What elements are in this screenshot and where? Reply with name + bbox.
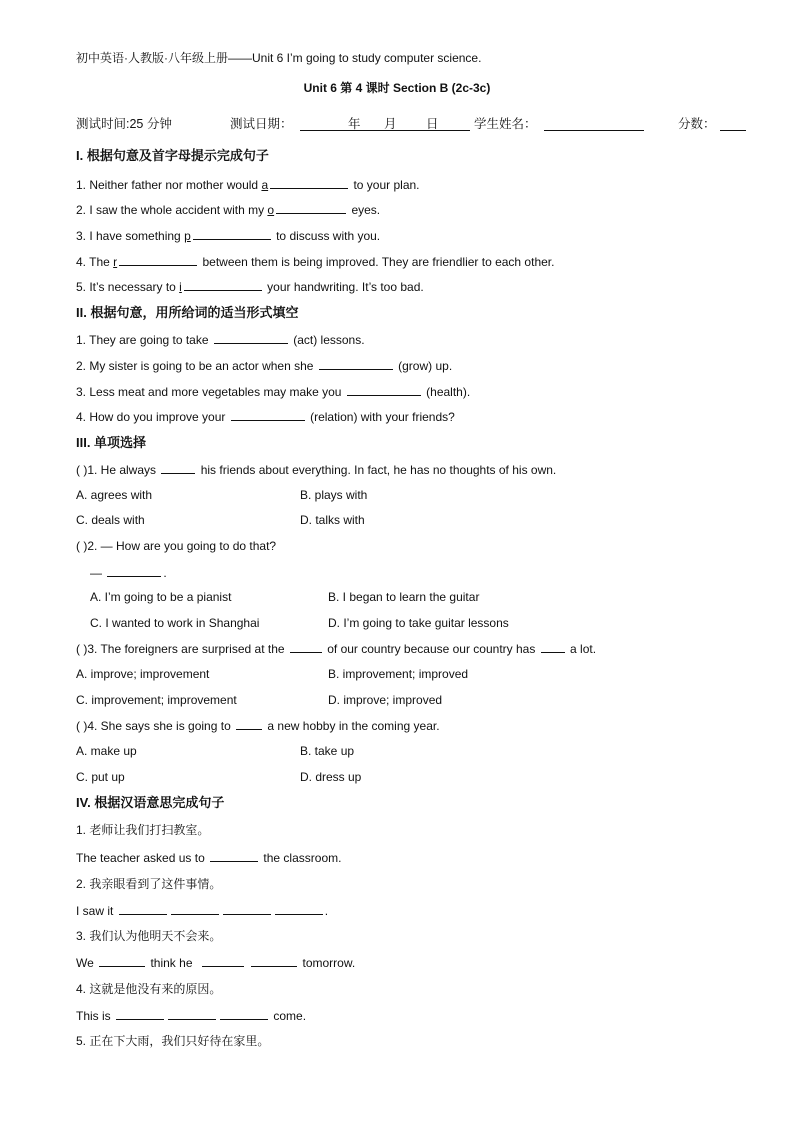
q1-blank[interactable]: [161, 461, 195, 474]
course-line: 初中英语·人教版·八年级上册——Unit 6 I’m going to study computer science.: [76, 51, 482, 65]
q2-option-a[interactable]: A. I’m going to be a pianist: [90, 590, 232, 604]
s1-item-5: 5. It’s necessary to i your handwriting. It’s too bad.: [76, 280, 424, 294]
q3-options-cd: [76, 692, 443, 708]
s4-en-1: The teacher asked us to the classroom.: [76, 851, 342, 865]
q1-stem: ( )1. He always his friends about everything. In fact, he has no thoughts of his own.: [76, 463, 557, 477]
q2-options-cd: [90, 615, 509, 631]
q1-option-b[interactable]: B. plays with: [300, 488, 368, 502]
q3-option-d[interactable]: D. improve; improved: [328, 693, 443, 707]
s2-blank-4[interactable]: [231, 408, 305, 421]
date-label: 测试日期：: [230, 117, 293, 131]
s4-3-blank-2[interactable]: [202, 954, 244, 967]
q3-blank-2[interactable]: [541, 640, 565, 653]
s4-2-blank-3[interactable]: [223, 902, 271, 915]
s4-2-blank-1[interactable]: [119, 902, 167, 915]
q1-option-c[interactable]: C. deals with: [76, 513, 145, 527]
s4-3-blank-3[interactable]: [251, 954, 297, 967]
q4-option-d[interactable]: D. dress up: [300, 770, 362, 784]
q4-stem: ( )4. She says she is going to a new hobby in the coming year.: [76, 719, 440, 733]
s1-item-1: 1. Neither father nor mother would a to your plan.: [76, 178, 420, 192]
q4-options-ab: [76, 743, 355, 759]
q2-reply: — .: [90, 566, 167, 580]
month-label: 月: [384, 117, 397, 131]
s4-cn-3: 3. 我们认为他明天不会来。: [76, 929, 222, 943]
section2-heading: II. 根据句意，用所给词的适当形式填空: [76, 305, 299, 320]
s2-item-3: 3. Less meat and more vegetables may make you (health).: [76, 385, 471, 399]
q3-options-ab: [76, 666, 469, 682]
q4-option-b[interactable]: B. take up: [300, 744, 355, 758]
q2-blank[interactable]: [107, 564, 161, 577]
q4-option-a[interactable]: A. make up: [76, 744, 137, 758]
year-label: 年: [348, 117, 361, 131]
name-label: 学生姓名：: [474, 117, 537, 131]
q2-option-c[interactable]: C. I wanted to work in Shanghai: [90, 616, 260, 630]
q4-options-cd: [76, 769, 362, 785]
time-label: 测试时间:25 分钟: [76, 117, 172, 131]
day-label: 日: [426, 117, 439, 131]
s4-2-blank-4[interactable]: [275, 902, 323, 915]
q4-blank[interactable]: [236, 717, 262, 730]
s4-2-blank-2[interactable]: [171, 902, 219, 915]
s4-en-3: We think he tomorrow.: [76, 956, 356, 970]
s1-blank-3[interactable]: [193, 227, 271, 240]
q4-option-c[interactable]: C. put up: [76, 770, 125, 784]
s1-blank-5[interactable]: [184, 278, 262, 291]
q3-stem: ( )3. The foreigners are surprised at the of our country because our country has a lot.: [76, 642, 597, 656]
section1-heading: I. 根据句意及首字母提示完成句子: [76, 148, 269, 163]
s1-item-2: 2. I saw the whole accident with my o eyes.: [76, 203, 381, 217]
s1-item-4: 4. The r between them is being improved. They are friendlier to each other.: [76, 255, 555, 269]
q1-option-d[interactable]: D. talks with: [300, 513, 365, 527]
s4-4-blank-1[interactable]: [116, 1007, 164, 1020]
s2-blank-2[interactable]: [319, 357, 393, 370]
s1-blank-4[interactable]: [119, 253, 197, 266]
q3-blank-1[interactable]: [290, 640, 322, 653]
q1-options-ab: [76, 487, 368, 503]
q1-options-cd: [76, 512, 365, 528]
s4-4-blank-2[interactable]: [168, 1007, 216, 1020]
s4-cn-4: 4. 这就是他没有来的原因。: [76, 982, 222, 996]
s4-en-2: I saw it .: [76, 904, 329, 918]
q2-stem: ( )2. — How are you going to do that?: [76, 539, 277, 553]
s2-item-2: 2. My sister is going to be an actor when she (grow) up.: [76, 359, 453, 373]
q2-option-d[interactable]: D. I’m going to take guitar lessons: [328, 616, 509, 630]
s2-item-1: 1. They are going to take (act) lessons.: [76, 333, 365, 347]
section4-heading: IV. 根据汉语意思完成句子: [76, 795, 225, 810]
q3-option-a[interactable]: A. improve; improvement: [76, 667, 210, 681]
s2-blank-1[interactable]: [214, 331, 288, 344]
s4-cn-5: 5. 正在下大雨，我们只好待在家里。: [76, 1034, 270, 1048]
s4-4-blank-3[interactable]: [220, 1007, 268, 1020]
q2-option-b[interactable]: B. I began to learn the guitar: [328, 590, 480, 604]
page-title: Unit 6 第 4 课时 Section B (2c-3c): [303, 81, 491, 95]
q3-option-c[interactable]: C. improvement; improvement: [76, 693, 237, 707]
section3-heading: III. 单项选择: [76, 435, 147, 450]
s4-cn-2: 2. 我亲眼看到了这件事情。: [76, 877, 222, 891]
s4-1-blank[interactable]: [210, 849, 258, 862]
name-field[interactable]: [544, 116, 644, 131]
s1-item-3: 3. I have something p to discuss with you.: [76, 229, 381, 243]
s4-cn-1: 1. 老师让我们打扫教室。: [76, 823, 210, 837]
s1-blank-2[interactable]: [276, 201, 346, 214]
q3-option-b[interactable]: B. improvement; improved: [328, 667, 469, 681]
q2-options-ab: [90, 589, 480, 605]
s1-blank-1[interactable]: [270, 176, 348, 189]
score-field[interactable]: [720, 116, 746, 131]
s4-en-4: This is come.: [76, 1009, 307, 1023]
score-label: 分数：: [678, 117, 716, 131]
s2-blank-3[interactable]: [347, 383, 421, 396]
q1-option-a[interactable]: A. agrees with: [76, 488, 153, 502]
s2-item-4: 4. How do you improve your (relation) with your friends?: [76, 410, 455, 424]
s4-3-blank-1[interactable]: [99, 954, 145, 967]
